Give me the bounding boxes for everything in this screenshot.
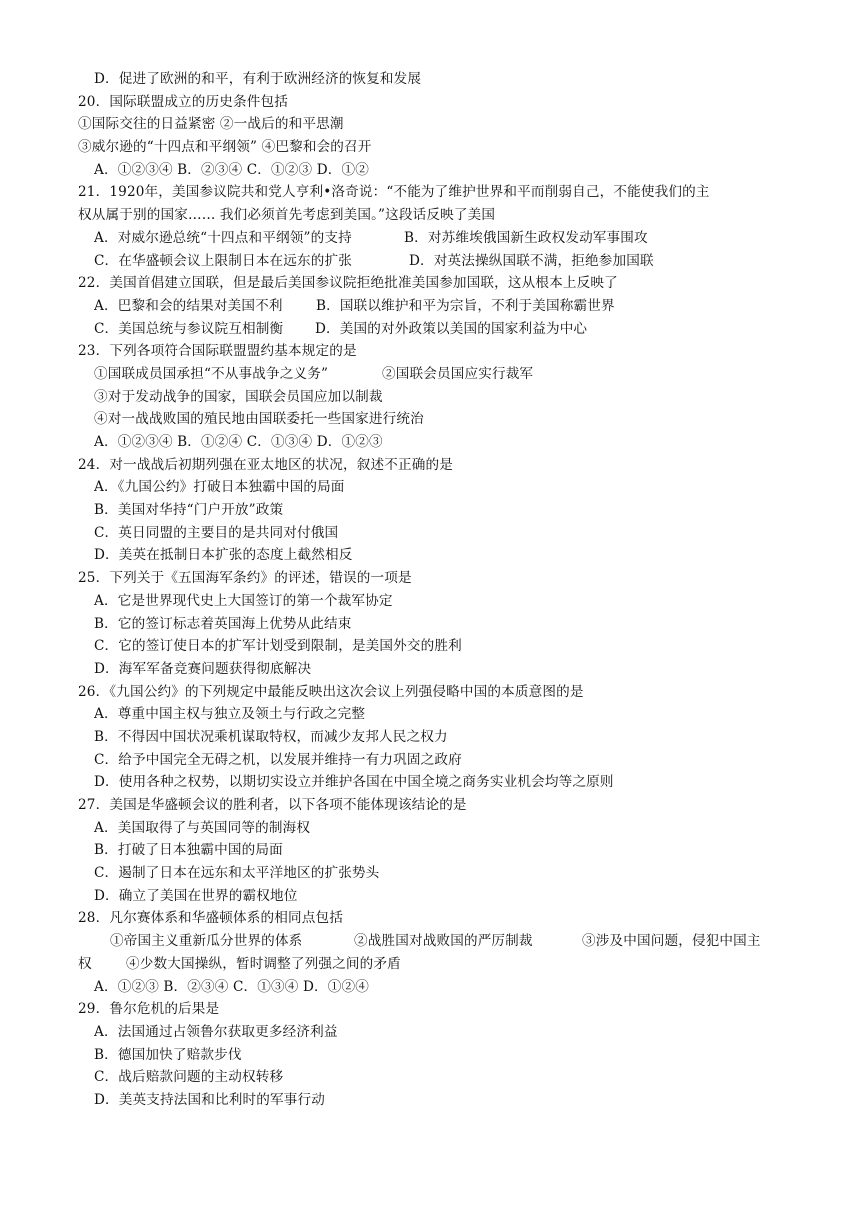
q21-option-a: A．对威尔逊总统“十四点和平纲领”的支持 [94, 229, 352, 246]
q28-options: A．①②③ B．②③④ C．①③④ D．①②④ [94, 978, 370, 995]
question-24: 24．对一战战后初期列强在亚太地区的状况，叙述不正确的是 [78, 456, 453, 473]
q23-item-2: ②国联会员国应实行裁军 [382, 365, 534, 382]
q22-option-a: A．巴黎和会的结果对美国不利 [94, 297, 283, 314]
q28-item-1: ①帝国主义重新瓜分世界的体系 [110, 933, 303, 950]
q23-item-3: ③对于发动战争的国家，国联会员国应加以制裁 [94, 388, 383, 405]
question-26: 26．《九国公约》的下列规定中最能反映出这次会议上列强侵略中国的本质意图的是 [78, 683, 584, 700]
q28-item-2: ②战胜国对战败国的严厉制裁 [354, 933, 533, 950]
q26-option-d: D．使用各种之权势，以期切实设立并维护各国在中国全境之商务实业机会均等之原则 [94, 774, 614, 791]
question-20: 20．国际联盟成立的历史条件包括 [78, 93, 289, 110]
q25-option-a: A．它是世界现代史上大国签订的第一个裁军协定 [94, 592, 393, 609]
question-27: 27．美国是华盛顿会议的胜利者，以下各项不能体现该结论的是 [78, 797, 467, 813]
q21-option-b: B．对苏维埃俄国新生政权发动军事围攻 [404, 229, 648, 246]
q26-option-b: B．不得因中国状况乘机谋取特权，而减少友邦人民之权力 [94, 728, 448, 745]
q25-option-d: D．海军军备竞赛问题获得彻底解决 [94, 660, 312, 677]
q23-items-1-2 [0, 363, 860, 386]
question-28: 28．凡尔赛体系和华盛顿体系的相同点包括 [78, 910, 343, 927]
q28-item-3-cont: 权 [78, 955, 92, 972]
q28-item-3: ③涉及中国问题，侵犯中国主 [582, 933, 761, 950]
q27-option-a: A．美国取得了与英国同等的制海权 [94, 819, 311, 836]
q22-option-b: B．国联以维护和平为宗旨，不利于美国称霸世界 [316, 297, 615, 314]
q26-option-a: A．尊重中国主权与独立及领土与行政之完整 [94, 706, 366, 723]
q25-option-b: B．它的签订标志着英国海上优势从此结束 [94, 615, 352, 632]
q21-options-cd [0, 250, 860, 273]
q27-option-d: D．确立了美国在世界的霸权地位 [94, 887, 298, 904]
question-21: 21．1920年，美国参议院共和党人亨利•洛奇说：“不能为了维护世界和平而削弱自己，不能使我们的主 [78, 184, 710, 201]
q21-options-ab [0, 227, 860, 250]
q26-option-c: C．给予中国完全无碍之机，以发展并维持一有力巩固之政府 [94, 751, 462, 768]
q24-option-b: B．美国对华持“门户开放”政策 [94, 502, 284, 519]
q24-option-c: C．英日同盟的主要目的是共同对付俄国 [94, 524, 339, 541]
q22-option-d: D．美国的对外政策以美国的国家利益为中心 [315, 320, 588, 337]
q20-items-1-2: ①国际交往的日益紧密 ②一战后的和平思潮 [78, 116, 344, 133]
q29-option-c: C．战后赔款问题的主动权转移 [94, 1069, 284, 1086]
question-21-cont: 权从属于别的国家…… 我们必须首先考虑到美国。”这段话反映了美国 [78, 207, 496, 224]
question-29: 29．鲁尔危机的后果是 [78, 1001, 220, 1018]
q24-option-d: D．美英在抵制日本扩张的态度上截然相反 [94, 547, 353, 564]
q21-option-c: C．在华盛顿会议上限制日本在远东的扩张 [94, 252, 352, 269]
q22-options-cd [0, 318, 860, 341]
q27-option-b: B．打破了日本独霸中国的局面 [94, 842, 283, 859]
q20-options: A．①②③④ B．②③④ C．①②③ D．①② [94, 161, 370, 178]
q23-item-4: ④对一战战败国的殖民地由国联委托一些国家进行统治 [94, 411, 424, 428]
q23-item-1: ①国联成员国承担“不从事战争之义务” [94, 365, 329, 382]
q29-option-d: D．美英支持法国和比利时的军事行动 [94, 1091, 325, 1108]
q23-options: A．①②③④ B．①②④ C．①③④ D．①②③ [94, 434, 383, 450]
q29-option-a: A．法国通过占领鲁尔获取更多经济利益 [94, 1023, 338, 1040]
question-23: 23．下列各项符合国际联盟盟约基本规定的是 [78, 343, 357, 360]
q27-option-c: C．遏制了日本在远东和太平洋地区的扩张势头 [94, 865, 380, 882]
q22-option-c: C．美国总统与参议院互相制衡 [94, 320, 284, 337]
q19-option-d: D．促进了欧洲的和平，有利于欧洲经济的恢复和发展 [94, 71, 422, 87]
q22-options-ab [0, 295, 860, 318]
q28-items-cont [0, 953, 860, 976]
document-page [0, 68, 860, 1112]
question-22: 22．美国首倡建立国联，但是最后美国参议院拒绝批准美国参加国联，这从根本上反映了 [78, 275, 618, 292]
q24-option-a: A．《九国公约》打破日本独霸中国的局面 [94, 479, 345, 496]
q28-items-1-3 [0, 930, 860, 953]
question-25: 25．下列关于《五国海军条约》的评述，错误的一项是 [78, 570, 412, 587]
q28-item-4: ④少数大国操纵，暂时调整了列强之间的矛盾 [126, 955, 401, 972]
q25-option-c: C．它的签订使日本的扩军计划受到限制，是美国外交的胜利 [94, 638, 462, 655]
q21-option-d: D．对英法操纵国联不满，拒绝参加国联 [409, 252, 654, 269]
q29-option-b: B．德国加快了赔款步伐 [94, 1046, 242, 1063]
q20-items-3-4: ③威尔逊的“十四点和平纲领” ④巴黎和会的召开 [78, 139, 372, 156]
